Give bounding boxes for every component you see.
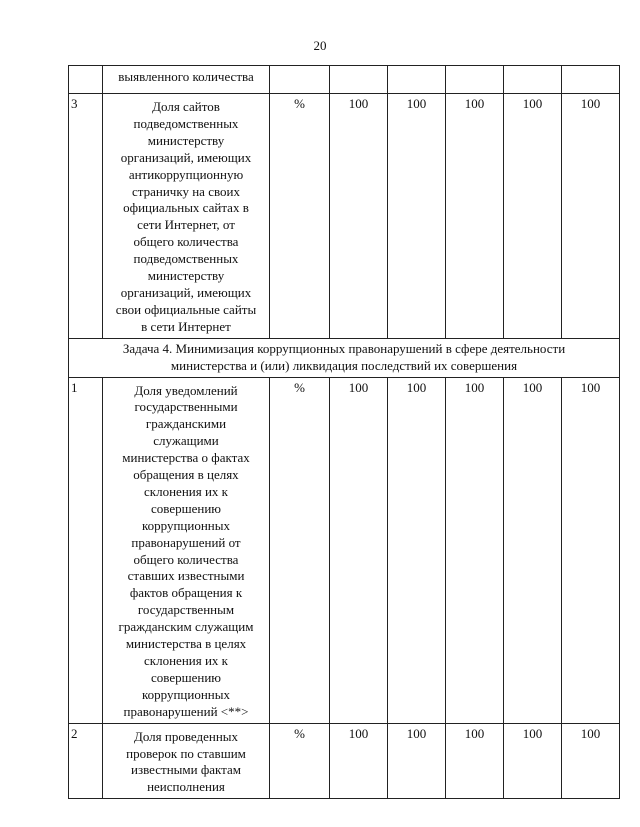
value-cell: 100 — [388, 94, 446, 339]
unit-cell: % — [270, 723, 330, 799]
name-line: Доля уведомлений — [134, 382, 238, 398]
value-cell: 100 — [562, 723, 620, 799]
unit-cell: % — [270, 94, 330, 339]
name-line: правонарушений <**> — [123, 703, 249, 719]
row-number: 2 — [69, 723, 103, 799]
value-cell: 100 — [562, 377, 620, 723]
name-line: Доля сайтов — [152, 99, 220, 114]
name-line: общего количества — [133, 234, 239, 250]
name-line: обращения в целях — [133, 467, 239, 483]
value-cell: 100 — [446, 723, 504, 799]
value-cell: 100 — [446, 94, 504, 339]
page-number: 20 — [313, 38, 327, 53]
value-cell: 100 — [330, 377, 388, 723]
name-line: гражданскими — [145, 416, 227, 432]
name-line: гражданским служащим — [118, 619, 254, 635]
unit-cell: % — [270, 377, 330, 723]
name-line: служащими — [153, 433, 219, 449]
name-line: официальных сайтах в — [123, 200, 249, 216]
value-cell: 100 — [388, 377, 446, 723]
name-line: коррупционных — [141, 517, 230, 533]
name-line: подведомственных — [133, 251, 239, 267]
name-line: общего количества — [133, 551, 239, 567]
name-line: ставших известными — [127, 568, 245, 584]
value-cell — [388, 66, 446, 94]
value-cell: 100 — [562, 94, 620, 339]
table-row-continued — [69, 66, 620, 94]
table-row-3 — [69, 94, 620, 339]
name-line: склонения их к — [144, 483, 228, 499]
unit-cell — [270, 66, 330, 94]
table-row-1 — [69, 377, 620, 723]
task-heading-line: министерства и (или) ликвидация последствий их совершения — [170, 357, 518, 373]
indicator-name-cell — [103, 377, 270, 723]
value-cell — [562, 66, 620, 94]
name-line: в сети Интернет — [141, 318, 231, 334]
task-heading-row — [69, 338, 620, 377]
value-cell: 100 — [504, 94, 562, 339]
value-cell: 100 — [446, 377, 504, 723]
value-cell: 100 — [330, 723, 388, 799]
value-cell: 100 — [504, 377, 562, 723]
name-line: подведомственных — [133, 115, 239, 131]
name-line: государственными — [134, 399, 238, 415]
name-line: проверок по ставшим — [126, 745, 246, 761]
name-line: совершению — [150, 669, 221, 685]
name-line: склонения их к — [144, 653, 228, 668]
value-cell — [446, 66, 504, 94]
value-cell — [330, 66, 388, 94]
name-line: министерства в целях — [125, 636, 247, 652]
indicator-name-cell — [103, 94, 270, 339]
name-line: совершению — [150, 500, 221, 516]
name-line: организаций, имеющих — [120, 284, 252, 300]
name-line: Доля проведенных — [133, 728, 239, 744]
number-cell — [69, 66, 103, 94]
task-heading — [69, 338, 620, 377]
name-line: правонарушений от — [131, 534, 241, 550]
value-cell: 100 — [388, 723, 446, 799]
name-line: фактов обращения к — [129, 585, 243, 601]
name-line: министерству — [147, 132, 225, 148]
task-heading-line: Задача 4. Минимизация коррупционных правонарушений в сфере деятельности — [122, 340, 566, 356]
indicator-name-cell: выявленного количества — [103, 66, 270, 94]
name-line: государственным — [137, 602, 235, 618]
indicator-name-cell — [103, 723, 270, 799]
name-line: известными фактам — [131, 762, 241, 778]
name-line: сети Интернет, от — [137, 217, 235, 233]
indicators-table — [68, 65, 620, 799]
name-line: антикоррупционную — [128, 166, 244, 182]
name-line: страничку на своих — [132, 183, 240, 199]
value-cell — [504, 66, 562, 94]
name-line: организаций, имеющих — [120, 149, 252, 165]
row-number: 1 — [69, 377, 103, 723]
value-cell: 100 — [504, 723, 562, 799]
name-line: министерства о фактах — [122, 450, 250, 466]
row-number: 3 — [69, 94, 103, 339]
value-cell: 100 — [330, 94, 388, 339]
table-row-2 — [69, 723, 620, 799]
name-line: свои официальные сайты — [115, 301, 257, 317]
name-line: неисполнения — [147, 779, 225, 795]
name-line: коррупционных — [141, 686, 230, 702]
name-line: министерству — [147, 268, 225, 284]
